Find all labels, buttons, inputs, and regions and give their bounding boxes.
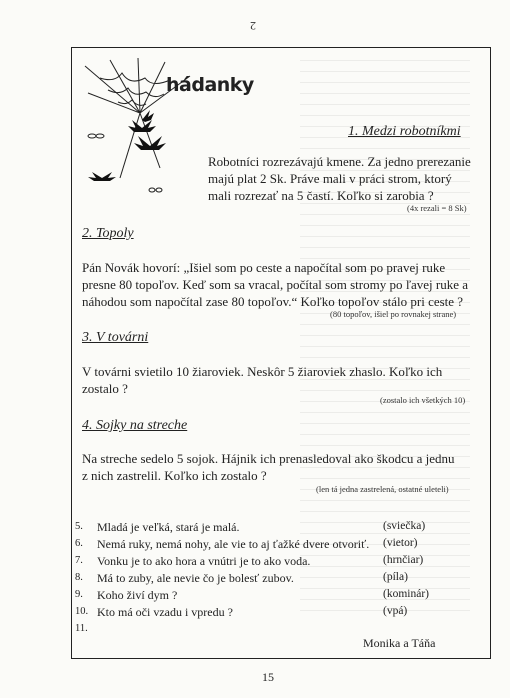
signature: Monika a Táňa <box>363 636 436 650</box>
puzzle-text: Na streche sedelo 5 sojok. Hájnik ich prenasledoval ako škodcu a jednu z nich zastrelil. Koľko ich zostalo ? <box>82 451 455 483</box>
puzzle-text: V továrni svietilo 10 žiaroviek. Neskôr 5 žiaroviek zhaslo. Koľko ich zostalo ? <box>82 364 443 396</box>
bat-icon <box>128 120 156 132</box>
bat-icon <box>142 110 154 122</box>
puzzle-text: Pán Novák hovorí: „Išiel som po ceste a napočítal som po pravej ruke presne 80 topoľov. Keď som sa vracal, počítal som stromy po ľavej ruke a náhodou som napočítal zase 80 topoľov.“ Koľko topoľov stálo pri ceste ? <box>82 260 469 309</box>
list-item: 8. Má to zuby, ale nevie čo je bolesť zubov. (píla) <box>75 571 408 585</box>
puzzle-heading: 2. Topoly <box>82 226 134 241</box>
list-item: 9. Koho živí dym ? (kominár) <box>75 588 429 602</box>
puzzle-heading: 1. Medzi robotníkmi <box>348 124 461 139</box>
bat-icon <box>88 172 116 181</box>
list-item: 5. Mladá je veľká, stará je malá. (sviečka) <box>75 520 426 534</box>
list-item: 10. Kto má oči vzadu i vpredu ? (vpá) <box>75 605 408 619</box>
puzzle-heading: 3. V továrni <box>82 330 149 345</box>
puzzle-heading: 4. Sojky na streche <box>82 418 188 433</box>
puzzle-answer: (4x rezali = 8 Sk) <box>407 203 467 213</box>
bat-icon <box>134 136 166 150</box>
puzzle-answer: (zostalo ich všetkých 10) <box>380 395 466 405</box>
page-number: 15 <box>262 670 274 684</box>
eyes-icon <box>148 186 164 194</box>
puzzle-answer: (80 topoľov, išiel po rovnakej strane) <box>330 309 457 319</box>
eyes-icon <box>88 134 104 138</box>
puzzle-text: Robotníci rozrezávajú kmene. Za jedno prerezanie majú plat 2 Sk. Práve mali v práci strom, ktorý mali rozrezať na 5 častí. Koľko si zarobia ? <box>208 154 471 203</box>
list-item: 6. Nemá ruky, nemá nohy, ale vie to aj ťažké dvere otvoriť. (vietor) <box>75 537 418 551</box>
puzzle-answer: (len tá jedna zastrelená, ostatné uleteli) <box>316 484 449 494</box>
list-item: 7. Vonku je to ako hora a vnútri je to ako voda. (hrnčiar) <box>75 554 424 568</box>
list-item: 11. <box>75 623 88 634</box>
page-title: hádanky <box>166 74 254 96</box>
upside-down-page-number: 2 <box>250 19 256 33</box>
